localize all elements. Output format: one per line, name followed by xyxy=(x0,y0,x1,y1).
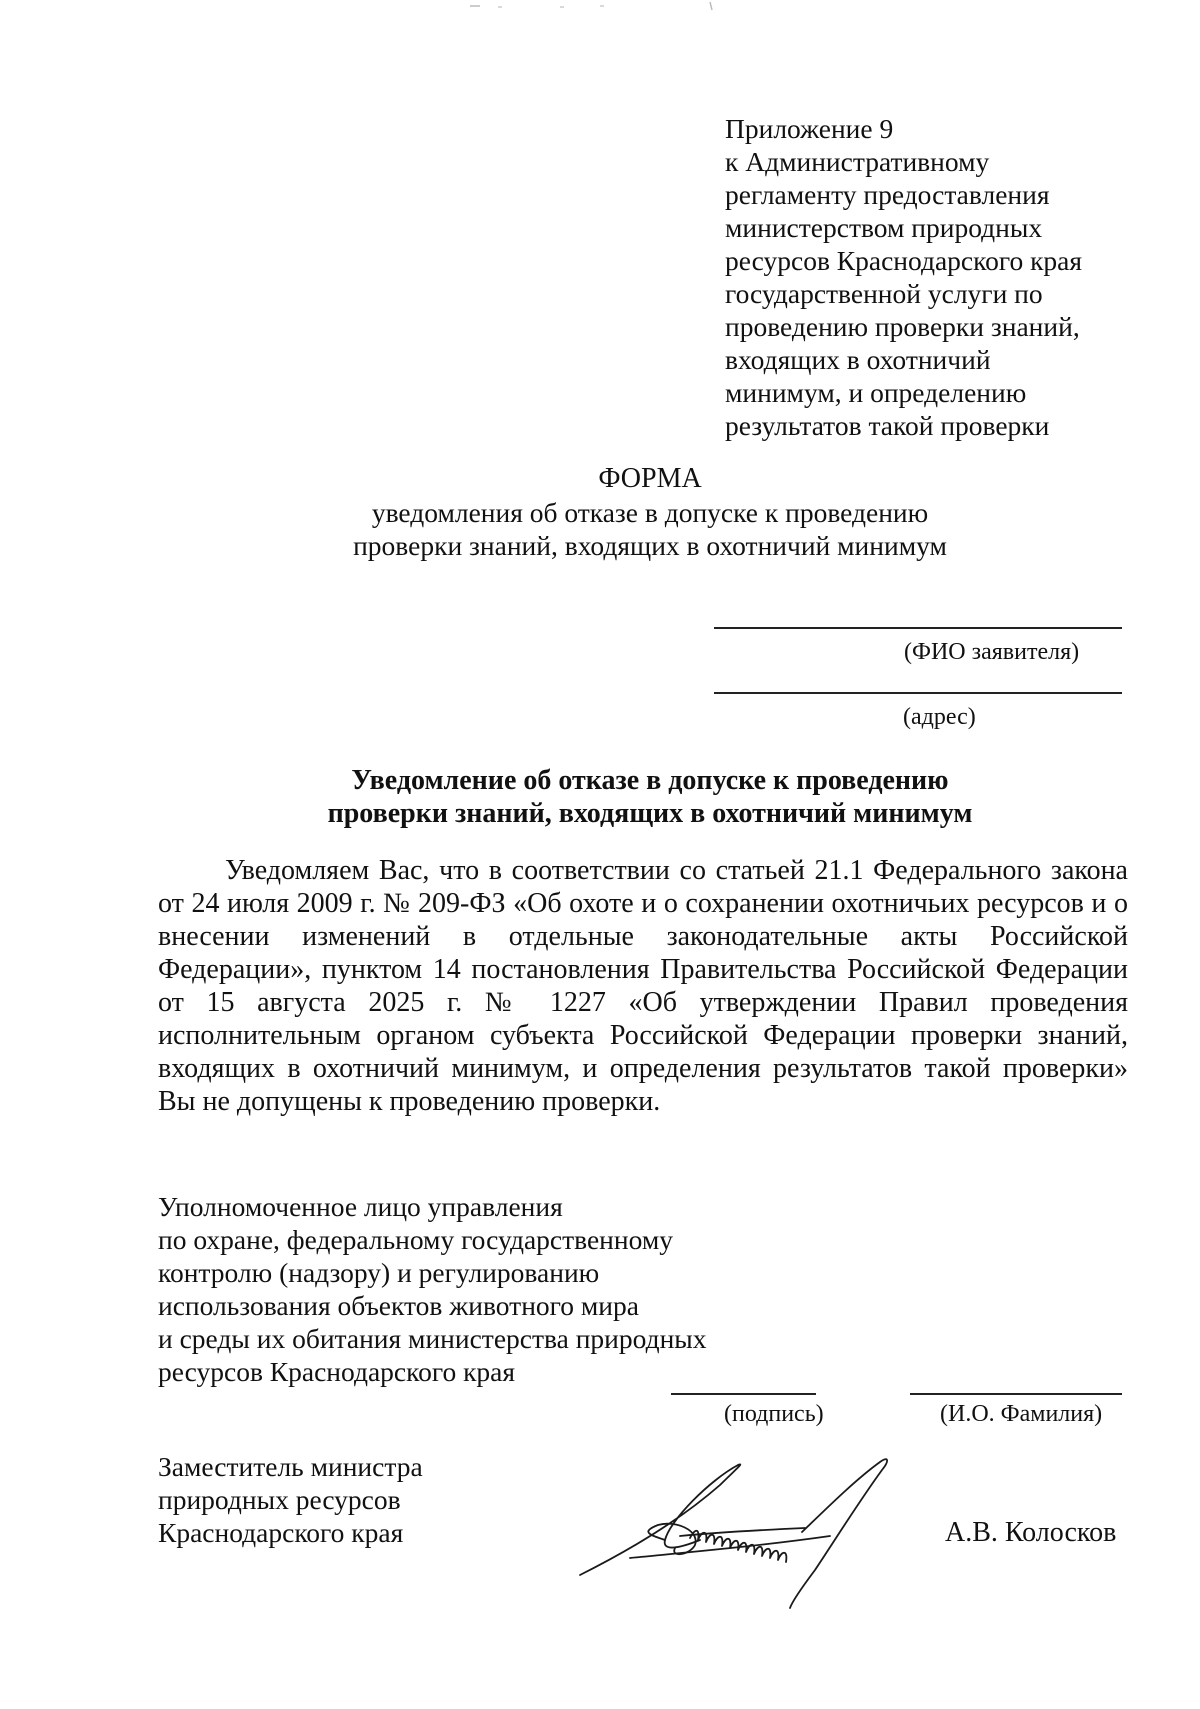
authority-line: контролю (надзору) и регулированию xyxy=(158,1257,600,1288)
notice-title-line: проверки знаний, входящих в охотничий минимум xyxy=(327,798,973,829)
appendix-line: входящих в охотничий xyxy=(725,344,991,375)
deputy-block xyxy=(158,1450,578,1549)
notice-title-line: Уведомление об отказе в допуске к проведению xyxy=(351,765,949,796)
appendix-line: минимум, и определению xyxy=(725,377,1027,408)
form-title: ФОРМА xyxy=(598,463,702,494)
deputy-line: Заместитель министра xyxy=(158,1451,423,1482)
appendix-line: к Административному xyxy=(725,146,990,177)
authority-line: Уполномоченное лицо управления xyxy=(158,1191,563,1222)
appendix-line: Приложение 9 xyxy=(725,113,894,144)
form-subtitle-line: проверки знаний, входящих в охотничий минимум xyxy=(353,530,947,561)
deputy-line: природных ресурсов xyxy=(158,1484,401,1515)
form-subtitle-line: уведомления об отказе в допуске к проведению xyxy=(371,497,929,528)
authority-name-caption: (И.О. Фамилия) xyxy=(940,1401,1103,1427)
authority-line: по охране, федеральному государственному xyxy=(158,1224,673,1255)
signature-caption: (подпись) xyxy=(724,1401,824,1427)
deputy-line: Краснодарского края xyxy=(158,1517,404,1548)
scan-marks xyxy=(450,0,750,14)
notice-body xyxy=(158,854,1128,1118)
applicant-name-caption: (ФИО заявителя) xyxy=(904,639,1080,665)
appendix-line: результатов такой проверки xyxy=(725,410,1050,441)
notice-paragraph: Уведомляем Вас, что в соответствии со статьей 21.1 Федерального закона от 24 июля 2009 г. № 209-ФЗ «Об охоте и о сохранении охотничьих ресурсов и о внесении изменений в отдельные законодательные акты Российской Федерации», пунктом 14 постановления Правительства Российской Федерации от 15 августа 2025 г. № 1227 «Об утверждении Правил проведения исполнительным органом субъекта Российской Федерации проверки знаний, входящих в охотничий минимум, и определения результатов такой проверки» Вы не допущены к проведению проверки. xyxy=(158,855,1128,1117)
appendix-line: министерством природных xyxy=(725,212,1043,243)
form-subtitle xyxy=(0,496,1200,562)
authority-block xyxy=(158,1190,778,1388)
applicant-name-line xyxy=(714,627,1122,629)
appendix-line: государственной услуги по xyxy=(725,278,1043,309)
notice-title xyxy=(0,764,1200,830)
authority-name-line xyxy=(910,1393,1122,1395)
appendix-line: ресурсов Краснодарского края xyxy=(725,245,1083,276)
signature-line xyxy=(671,1393,816,1395)
appendix-line: регламенту предоставления xyxy=(725,179,1050,210)
appendix-header xyxy=(725,112,1165,442)
appendix-line: проведению проверки знаний, xyxy=(725,311,1080,342)
authority-line: и среды их обитания министерства природных xyxy=(158,1323,707,1354)
address-caption: (адрес) xyxy=(903,704,976,730)
deputy-name: А.В. Колосков xyxy=(945,1517,1117,1548)
handwritten-signature xyxy=(570,1440,950,1610)
authority-line: ресурсов Краснодарского края xyxy=(158,1356,516,1387)
address-line xyxy=(714,692,1122,694)
authority-line: использования объектов животного мира xyxy=(158,1290,639,1321)
